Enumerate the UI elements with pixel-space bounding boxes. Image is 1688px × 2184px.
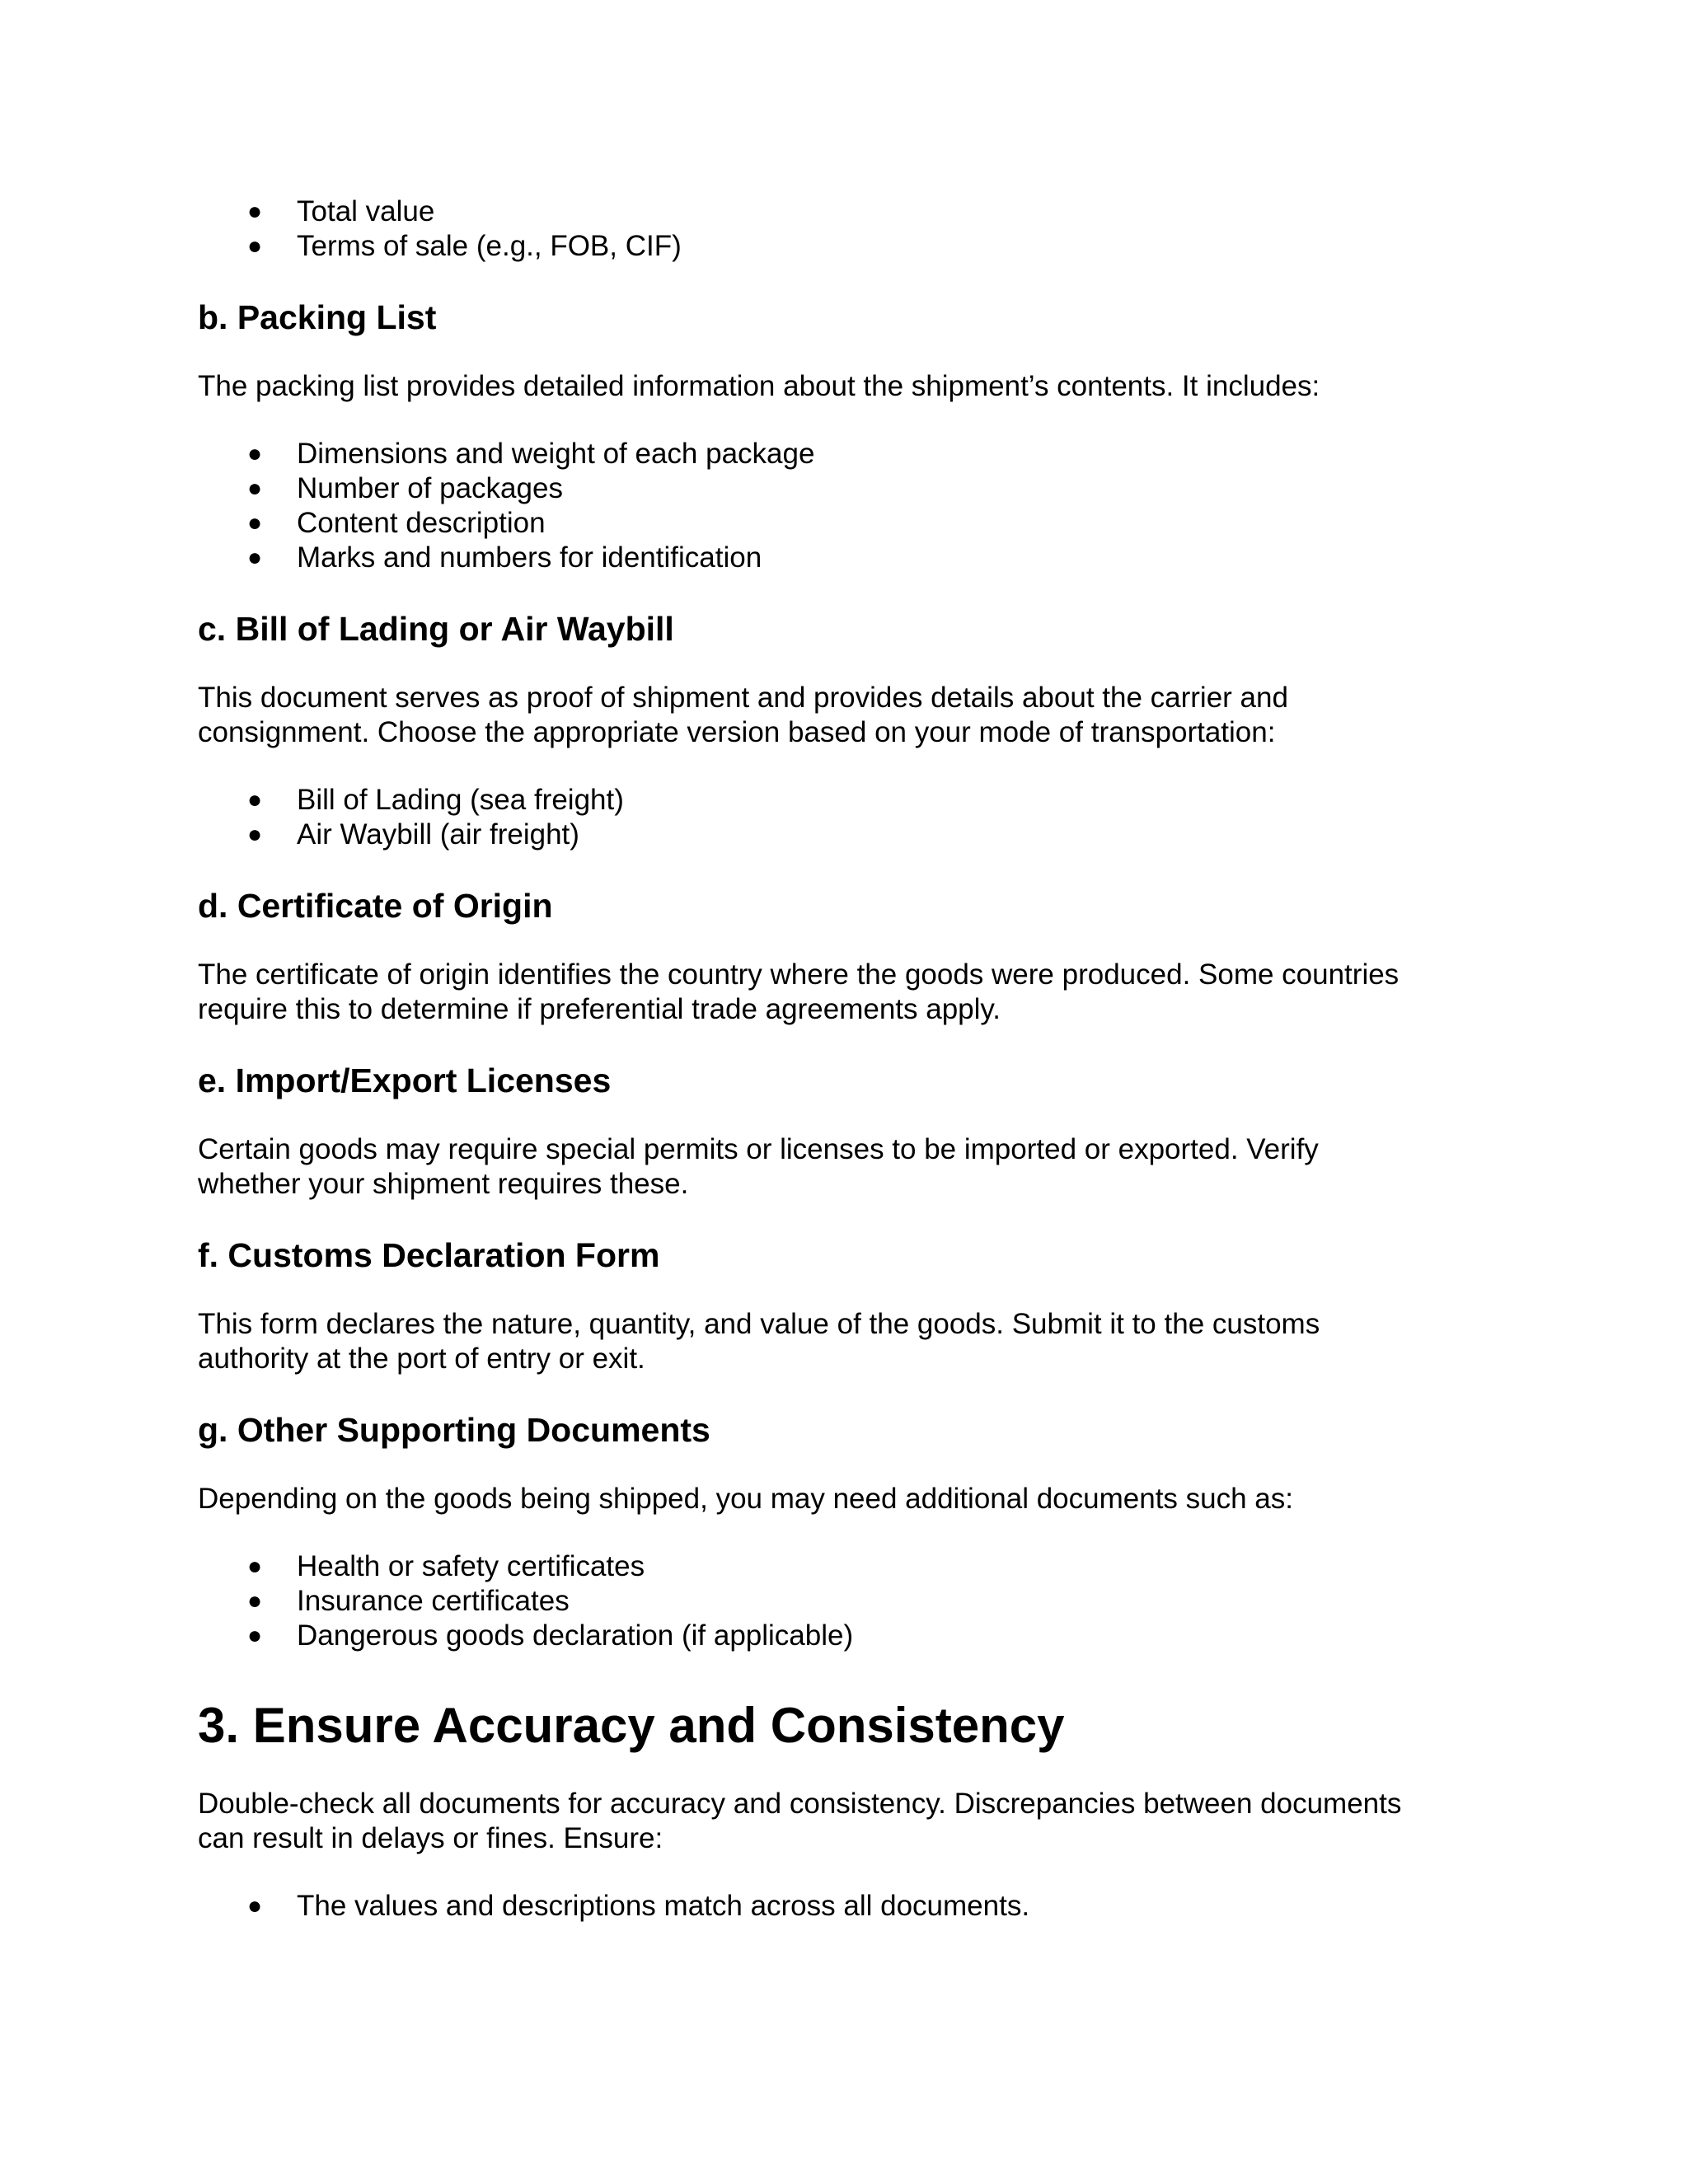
section-heading-ensure-accuracy: 3. Ensure Accuracy and Consistency <box>198 1698 1065 1753</box>
text-line: consignment. Choose the appropriate version based on your mode of transportation: <box>198 716 1276 748</box>
bullet-icon: ● <box>247 1892 263 1919</box>
section-text-bill-of-lading <box>198 681 1500 750</box>
text-line: This form declares the nature, quantity, and value of the goods. Submit it to the customs <box>198 1308 1320 1340</box>
section-heading-other-supporting-documents: g. Other Supporting Documents <box>198 1411 710 1449</box>
bullet-icon: ● <box>247 786 263 813</box>
bullet-list-other-supporting-documents <box>198 1549 1500 1653</box>
text-line: authority at the port of entry or exit. <box>198 1343 645 1375</box>
list-item-text: Dangerous goods declaration (if applicable) <box>297 1619 854 1652</box>
list-item-text: Health or safety certificates <box>297 1550 645 1582</box>
text-line: require this to determine if preferential trade agreements apply. <box>198 993 1001 1025</box>
list-item <box>198 818 1500 852</box>
list-item <box>198 1889 1500 1924</box>
bullet-list-packing-list <box>198 437 1500 575</box>
section-heading-bill-of-lading: c. Bill of Lading or Air Waybill <box>198 610 674 648</box>
section-text-certificate-of-origin <box>198 958 1500 1027</box>
text-line: whether your shipment requires these. <box>198 1168 689 1200</box>
list-item <box>198 541 1500 575</box>
list-item <box>198 229 1500 264</box>
section-heading-import-export-licenses: e. Import/Export Licenses <box>198 1062 612 1099</box>
list-item-text: Marks and numbers for identification <box>297 541 762 574</box>
bullet-icon: ● <box>247 544 263 571</box>
list-item <box>198 1584 1500 1619</box>
section-heading-packing-list: b. Packing List <box>198 298 437 336</box>
bullet-icon: ● <box>247 1553 263 1580</box>
text-line: Certain goods may require special permits or licenses to be imported or exported. Verify <box>198 1133 1319 1165</box>
bullet-icon: ● <box>247 198 263 225</box>
list-item-text: Air Waybill (air freight) <box>297 818 579 851</box>
bullet-icon: ● <box>247 509 263 537</box>
list-item <box>198 194 1500 229</box>
bullet-icon: ● <box>247 1622 263 1649</box>
text-line: This document serves as proof of shipment and provides details about the carrier and <box>198 682 1288 714</box>
list-item <box>198 783 1500 818</box>
section-text-ensure-accuracy <box>198 1787 1500 1856</box>
list-item <box>198 1619 1500 1653</box>
section-text-import-export-licenses <box>198 1132 1500 1202</box>
text-line: can result in delays or fines. Ensure: <box>198 1822 663 1854</box>
list-item-text: Terms of sale (e.g., FOB, CIF) <box>297 230 682 262</box>
bullet-icon: ● <box>247 821 263 848</box>
list-item <box>198 437 1500 471</box>
section-heading-customs-declaration: f. Customs Declaration Form <box>198 1236 660 1274</box>
section-text-packing-list: The packing list provides detailed information about the shipment’s contents. It includes: <box>198 370 1320 402</box>
text-line: Double-check all documents for accuracy and consistency. Discrepancies between documents <box>198 1788 1402 1820</box>
bullet-icon: ● <box>247 440 263 467</box>
list-item-text: Content description <box>297 507 546 539</box>
bullet-list-ensure-accuracy <box>198 1889 1500 1924</box>
section-heading-certificate-of-origin: d. Certificate of Origin <box>198 887 553 925</box>
list-item-text: Bill of Lading (sea freight) <box>297 784 624 816</box>
section-text-customs-declaration <box>198 1307 1500 1376</box>
bullet-list-bill-of-lading <box>198 783 1500 852</box>
section-text-other-supporting-documents: Depending on the goods being shipped, you may need additional documents such as: <box>198 1483 1293 1515</box>
document-content <box>198 194 1500 1924</box>
list-item-text: Dimensions and weight of each package <box>297 438 815 470</box>
bullet-list-intro <box>198 194 1500 264</box>
text-line: The certificate of origin identifies the country where the goods were produced. Some countries <box>198 958 1400 991</box>
list-item <box>198 506 1500 541</box>
list-item-text: Insurance certificates <box>297 1585 570 1617</box>
list-item-text: The values and descriptions match across all documents. <box>297 1890 1030 1922</box>
bullet-icon: ● <box>247 232 263 260</box>
list-item-text: Number of packages <box>297 472 563 504</box>
list-item <box>198 1549 1500 1584</box>
bullet-icon: ● <box>247 1587 263 1615</box>
list-item <box>198 471 1500 506</box>
list-item-text: Total value <box>297 195 435 227</box>
bullet-icon: ● <box>247 475 263 502</box>
